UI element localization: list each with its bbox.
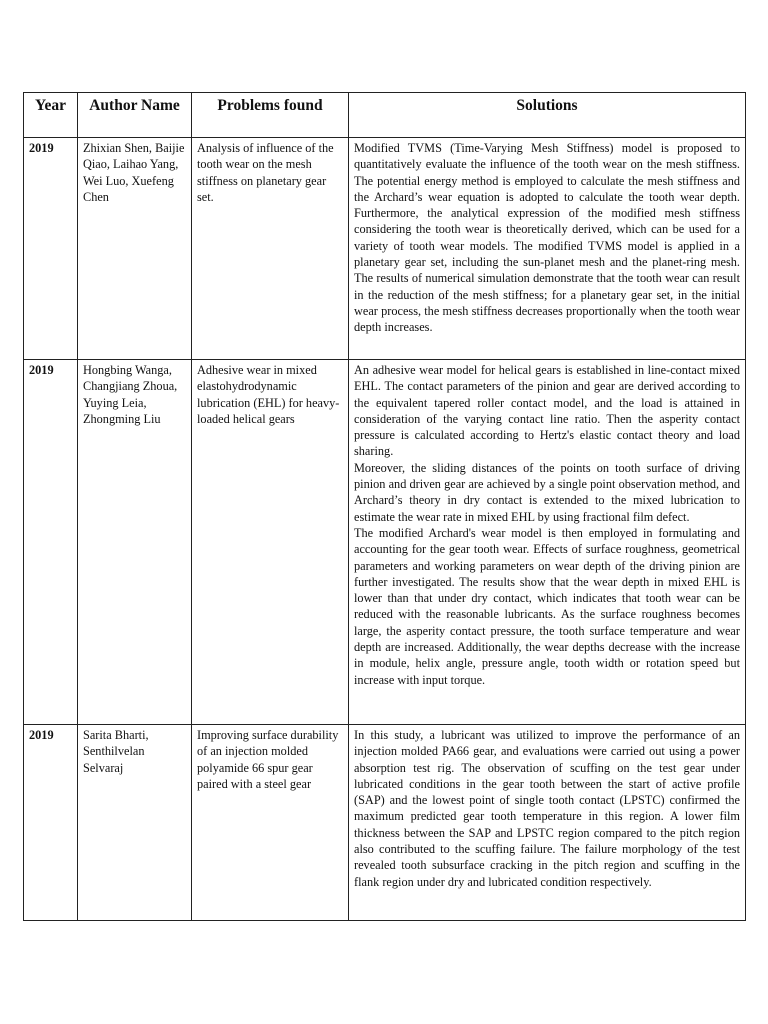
header-problems-found: Problems found <box>192 93 349 138</box>
year-cell: 2019 <box>24 138 78 360</box>
table-row <box>24 360 746 725</box>
author-cell: Hongbing Wanga, Changjiang Zhoua, Yuying Leia, Zhongming Liu <box>78 360 192 725</box>
author-cell: Sarita Bharti, Senthilvelan Selvaraj <box>78 725 192 921</box>
solution-paragraph: Modified TVMS (Time-Varying Mesh Stiffness) model is proposed to quantitatively evaluate the influence of the tooth wear on the mesh stiffness. The potential energy method is employed to calculate the mesh stiffness and the Archard’s wear equation is adopted to calculate the tooth wear depth. Furthermore, the analytical expression of the modified mesh stiffness considering the tooth wear is theoretically derived, which can be used for a variety of tooth wear models. The modified TVMS model is applied in a planetary gear set, including the sun-planet mesh and the planet-ring mesh. The results of numerical simulation demonstrate that the tooth wear can result in the reduction of the mesh stiffness; for a planetary gear set, in the initial wear process, the mesh stiffness decreases proportionally when the tooth wear depth increases. <box>354 141 740 335</box>
problem-cell: Analysis of influence of the tooth wear on the mesh stiffness on planetary gear set. <box>192 138 349 360</box>
problem-cell: Adhesive wear in mixed elastohydrodynamic lubrication (EHL) for heavy-loaded helical gears <box>192 360 349 725</box>
table-row <box>24 138 746 360</box>
solution-cell <box>349 360 746 725</box>
solution-paragraph: An adhesive wear model for helical gears is established in line-contact mixed EHL. The contact parameters of the pinion and gear are derived according to the equivalent tapered roller contact model, and the load is attained in consideration of the varying contact line ratio. Then the asperity contact pressure is calculated according to Hertz's elastic contact theory and load sharing. <box>354 363 740 459</box>
solution-cell <box>349 725 746 921</box>
solution-cell <box>349 138 746 360</box>
author-cell: Zhixian Shen, Baijie Qiao, Laihao Yang, Wei Luo, Xuefeng Chen <box>78 138 192 360</box>
table-header-row <box>24 93 746 138</box>
header-solutions: Solutions <box>349 93 746 138</box>
solution-paragraph: The modified Archard's wear model is then employed in formulating and accounting for the gear tooth wear. Effects of surface roughness, geometrical parameters and working parameters on wear depth of the driving pinion are further investigated. The results show that the wear depth in mixed EHL is lower than that under dry contact, which indicates that tooth wear can be reduced with the reasonable lubricants. As the surface roughness becomes large, the asperity contact pressure, the tooth surface temperature and wear depth are increased. Additionally, the wear depths decrease with the increase in module, helix angle, pressure angle, tooth width or rotation speed but increase with input torque. <box>354 525 740 687</box>
year-cell: 2019 <box>24 360 78 725</box>
header-year: Year <box>24 93 78 138</box>
literature-review-table <box>23 92 746 921</box>
solution-paragraph: In this study, a lubricant was utilized to improve the performance of an injection molded PA66 gear, and evaluations were carried out using a power absorption test rig. The observation of scuffing on the test gear under lubricated conditions in the gear tooth between the start of active profile (SAP) and the lowest point of single tooth contact (LPSTC) confirmed the maximum predicted gear tooth temperature in this region. A lower film thickness between the SAP and LPSTC region compared to the pitch region also contributed to the scuffing failure. The failure morphology of the test revealed tooth subsurface cracking in the pitch region and scuffing in the flank region under dry and lubricated condition respectively. <box>354 728 740 889</box>
header-author-name: Author Name <box>78 93 192 138</box>
solution-paragraph: Moreover, the sliding distances of the points on tooth surface of driving pinion and driven gear are achieved by a single point observation method, and Archard’s theory in dry contact is extended to the mixed lubrication to estimate the wear rate in mixed EHL by using fractional film defect. <box>354 460 740 524</box>
table-row <box>24 725 746 921</box>
problem-cell: Improving surface durability of an injection molded polyamide 66 spur gear paired with a steel gear <box>192 725 349 921</box>
year-cell: 2019 <box>24 725 78 921</box>
